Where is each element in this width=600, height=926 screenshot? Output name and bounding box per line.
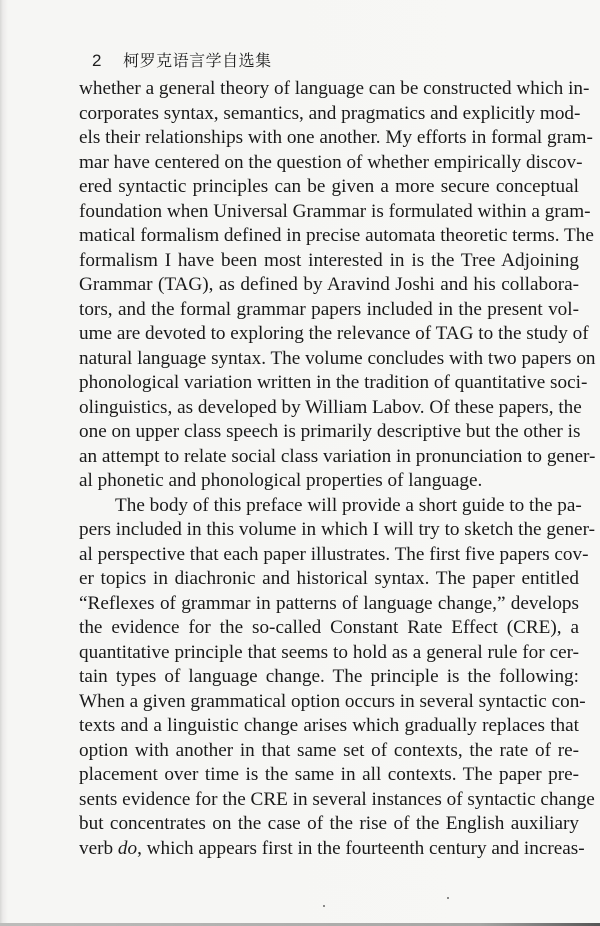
paragraph-1 bbox=[79, 77, 596, 494]
text-line: tain types of language change. The principle is the following: bbox=[79, 666, 579, 687]
text-line: olinguistics, as developed by William Labov. Of these papers, the bbox=[79, 396, 582, 418]
running-head bbox=[92, 48, 272, 71]
text-line: ered syntactic principles can be given a more secure conceptual bbox=[79, 176, 579, 197]
text-line: The body of this preface will provide a short guide to the pa- bbox=[115, 494, 582, 516]
text-line: natural language syntax. The volume concludes with two papers on bbox=[79, 347, 596, 369]
paragraph-2 bbox=[79, 494, 595, 862]
text-line: corporates syntax, semantics, and pragmatics and explicitly mod- bbox=[79, 102, 581, 124]
text-line: phonological variation written in the tradition of quantitative soci- bbox=[79, 372, 588, 393]
text-line: mar have centered on the question of whether empirically discov- bbox=[79, 151, 583, 173]
text-line: sents evidence for the CRE in several instances of syntactic change bbox=[79, 788, 595, 810]
text-line: one on upper class speech is primarily descriptive but the other is bbox=[79, 421, 581, 442]
text-line: placement over time is the same in all contexts. The paper pre- bbox=[79, 764, 579, 785]
page-number: 2 bbox=[92, 51, 102, 70]
italic-term: do bbox=[117, 837, 138, 859]
text-line: option with another in that same set of contexts, the rate of re- bbox=[79, 739, 579, 761]
text-line: al perspective that each paper illustrates. The first five papers cov- bbox=[79, 543, 589, 565]
text-line: els their relationships with one another. My efforts in formal gram- bbox=[79, 127, 593, 148]
text-line: but concentrates on the case of the rise of the English auxiliary bbox=[79, 813, 579, 834]
text-line-final bbox=[79, 837, 585, 862]
book-title: 柯罗克语言学自选集 bbox=[123, 51, 272, 70]
text-line: Grammar (TAG), as defined by Aravind Joshi and his collabora- bbox=[79, 274, 579, 295]
text-line: matical formalism defined in precise automata theoretic terms. The bbox=[79, 225, 594, 246]
text-line: ume are devoted to exploring the relevance of TAG to the study of bbox=[79, 323, 589, 344]
text-run: verb bbox=[79, 837, 118, 859]
text-line: formalism I have been most interested in is the Tree Adjoining bbox=[79, 249, 579, 271]
text-line: When a given grammatical option occurs in several syntactic con- bbox=[79, 690, 586, 712]
body-text bbox=[79, 77, 596, 861]
text-line: the evidence for the so-called Constant Rate Effect (CRE), a bbox=[79, 617, 579, 638]
text-line: “Reflexes of grammar in patterns of language change,” develops bbox=[79, 592, 579, 614]
text-line: foundation when Universal Grammar is formulated within a gram- bbox=[79, 200, 591, 222]
text-line: er topics in diachronic and historical syntax. The paper entitled bbox=[79, 568, 579, 589]
scan-speck bbox=[323, 905, 325, 907]
scan-speck bbox=[447, 897, 449, 899]
text-line: whether a general theory of language can be constructed which in- bbox=[79, 78, 590, 99]
text-line: quantitative principle that seems to hold as a general rule for cer- bbox=[79, 641, 579, 663]
text-line: texts and a linguistic change arises which gradually replaces that bbox=[79, 715, 579, 736]
text-line: tors, and the formal grammar papers included in the present vol- bbox=[79, 298, 579, 320]
text-run: , which appears first in the fourteenth century and increas- bbox=[137, 837, 585, 859]
text-line: pers included in this volume in which I will try to sketch the gener- bbox=[79, 519, 595, 540]
text-line: al phonetic and phonological properties of language. bbox=[79, 470, 483, 491]
text-line: an attempt to relate social class variation in pronunciation to gener- bbox=[79, 445, 596, 467]
